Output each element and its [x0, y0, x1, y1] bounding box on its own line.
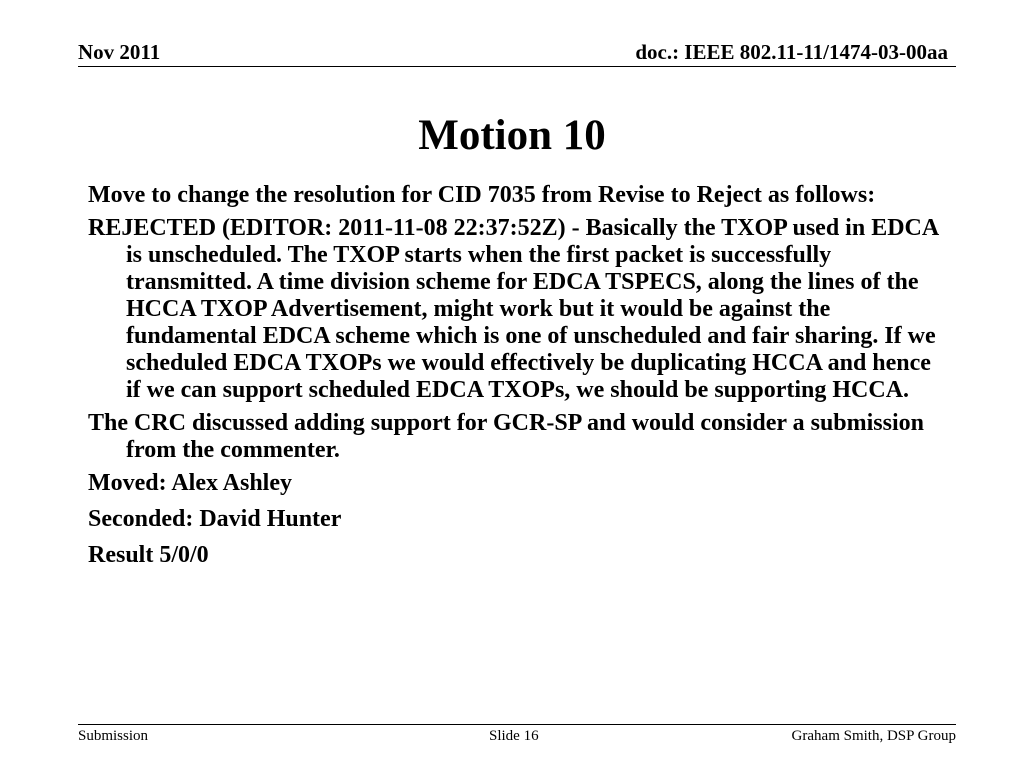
moved-by: Moved: Alex Ashley: [88, 470, 292, 496]
footer-author: Graham Smith, DSP Group: [791, 728, 956, 744]
seconded-by: Seconded: David Hunter: [88, 506, 342, 532]
slide-title: Motion 10: [418, 112, 606, 159]
footer-divider: [78, 724, 956, 725]
resolution-paragraph: REJECTED (EDITOR: 2011-11-08 22:37:52Z) - Basically the TXOP used in EDCA is unscheduled. The TXOP starts when the first packet is successfully transmitted. A time division scheme for EDCA TSPECS, along the lines of the HCCA TXOP Advertisement, might work but it would be against the fundamental EDCA scheme which is one of unscheduled and fair sharing. If we scheduled EDCA TXOPs we would effectively be duplicating HCCA and hence if we can support scheduled EDCA TXOPs, we should be supporting HCCA.: [88, 215, 938, 403]
vote-result: Result 5/0/0: [88, 542, 209, 568]
footer-slide-number: Slide 16: [489, 728, 539, 744]
motion-paragraph: Move to change the resolution for CID 7035 from Revise to Reject as follows:: [88, 182, 876, 208]
crc-paragraph: The CRC discussed adding support for GCR-SP and would consider a submission from the commenter.: [88, 410, 925, 463]
header-divider: [78, 66, 956, 67]
slide-body: [88, 182, 948, 578]
header-doc-number: doc.: IEEE 802.11-11/1474-03-00aa: [635, 40, 948, 64]
header-date: Nov 2011: [78, 40, 161, 64]
footer-submission: Submission: [78, 728, 149, 744]
